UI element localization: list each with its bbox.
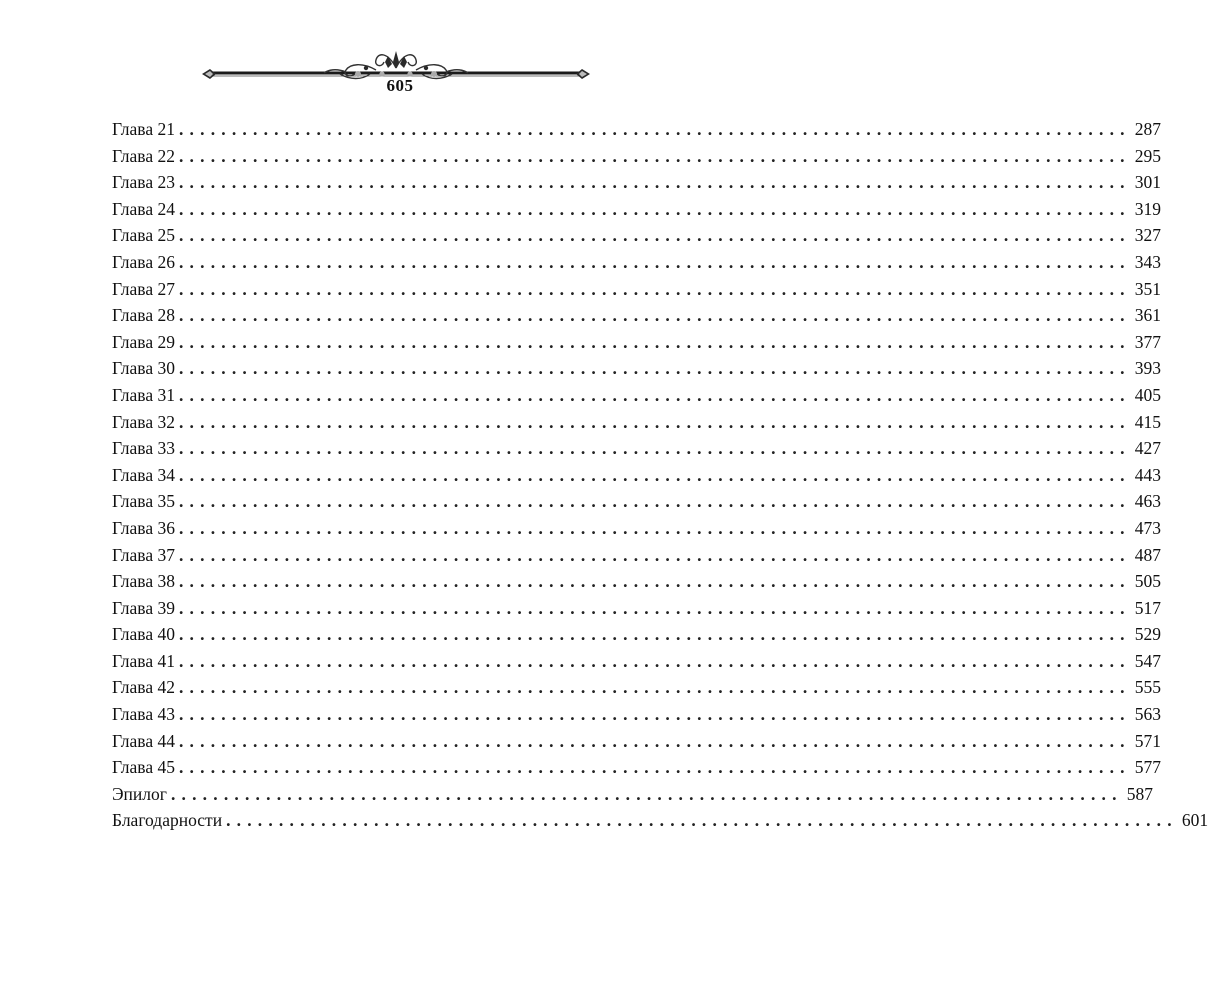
- toc-entry-page: 571: [1134, 730, 1161, 751]
- dot-leader: ..........................................................................................: [178, 172, 1131, 193]
- toc-entry-page: 287: [1134, 119, 1161, 139]
- dot-leader: ..........................................................................................: [178, 411, 1131, 432]
- toc-entry-page: 351: [1134, 278, 1161, 299]
- toc-entry[interactable]: [112, 382, 1161, 409]
- toc-entry-title: Глава 41: [112, 650, 175, 671]
- toc-entry-title: Глава 21: [112, 119, 175, 139]
- toc-entry[interactable]: [112, 116, 1161, 143]
- toc-entry-page: 327: [1134, 225, 1161, 246]
- toc-entry[interactable]: [112, 568, 1161, 595]
- toc-entry-page: 405: [1134, 384, 1161, 405]
- dot-leader: ..........................................................................................: [178, 331, 1131, 352]
- dot-leader: ..........................................................................................: [178, 650, 1131, 671]
- toc-entry-page: 555: [1134, 677, 1161, 698]
- dot-leader: ..........................................................................................: [178, 251, 1131, 272]
- toc-entry-title: Глава 35: [112, 491, 175, 512]
- toc-entry-title: Глава 39: [112, 597, 175, 618]
- dot-leader: ..........................................................................................: [178, 358, 1131, 379]
- toc-entry-title: Глава 34: [112, 464, 175, 485]
- toc-entry[interactable]: [112, 701, 1161, 728]
- dot-leader: ..........................................................................................: [178, 198, 1131, 219]
- toc-entry-title: Глава 24: [112, 198, 175, 219]
- dot-leader: ..........................................................................................: [178, 544, 1131, 565]
- dot-leader: ..........................................................................................: [178, 704, 1131, 725]
- toc-entry-title: Глава 40: [112, 624, 175, 645]
- toc-entry-page: 361: [1134, 305, 1161, 326]
- toc-entry-title: Эпилог: [112, 783, 167, 804]
- dot-leader: ..........................................................................................: [170, 783, 1123, 804]
- dot-leader: ..........................................................................................: [178, 730, 1131, 751]
- dot-leader: ..........................................................................................: [178, 278, 1131, 299]
- toc-entry[interactable]: [112, 276, 1161, 303]
- dot-leader: ..........................................................................................: [178, 305, 1131, 326]
- dot-leader: ..........................................................................................: [178, 464, 1131, 485]
- toc-entry-title: Глава 22: [112, 145, 175, 166]
- dot-leader: ..........................................................................................: [178, 438, 1131, 459]
- dot-leader: ..........................................................................................: [178, 384, 1131, 405]
- toc-entry[interactable]: [112, 621, 1161, 648]
- dot-leader: ..........................................................................................: [178, 517, 1131, 538]
- toc-entry[interactable]: [112, 542, 1161, 569]
- dot-leader: ..........................................................................................: [178, 491, 1131, 512]
- toc-entry[interactable]: [112, 143, 1161, 170]
- toc-entry[interactable]: [112, 754, 1161, 781]
- toc-entry[interactable]: [112, 595, 1161, 622]
- toc-entry[interactable]: [112, 355, 1161, 382]
- toc-entry[interactable]: [112, 249, 1161, 276]
- toc-entry-title: Глава 23: [112, 172, 175, 193]
- dot-leader: ..........................................................................................: [178, 597, 1131, 618]
- page-number: 605: [386, 76, 414, 95]
- toc-entry-page: 343: [1134, 251, 1161, 272]
- toc-entry-page: 529: [1134, 624, 1161, 645]
- toc-entry-title: Глава 44: [112, 730, 175, 751]
- dot-leader: ..........................................................................................: [178, 225, 1131, 246]
- toc-entry-title: Глава 30: [112, 358, 175, 379]
- toc-entry[interactable]: [112, 781, 1153, 808]
- toc-entry-title: Глава 45: [112, 757, 175, 778]
- toc-entry[interactable]: [112, 409, 1161, 436]
- toc-entry[interactable]: [112, 674, 1161, 701]
- toc-entry-title: Глава 32: [112, 411, 175, 432]
- toc-entry-page: 601: [1181, 810, 1208, 831]
- toc-entry-title: Глава 29: [112, 331, 175, 352]
- toc-entry-page: 377: [1134, 331, 1161, 352]
- toc-entry-title: Глава 38: [112, 571, 175, 592]
- dot-leader: ..........................................................................................: [178, 757, 1131, 778]
- toc-entry-page: 577: [1134, 757, 1161, 778]
- toc-entry-page: 517: [1134, 597, 1161, 618]
- toc-entry[interactable]: [112, 329, 1161, 356]
- toc-entry-page: 487: [1134, 544, 1161, 565]
- toc-entry-page: 473: [1134, 517, 1161, 538]
- table-of-contents: [112, 116, 1208, 834]
- toc-entry-title: Глава 27: [112, 278, 175, 299]
- toc-entry[interactable]: [112, 728, 1161, 755]
- toc-entry-page: 563: [1134, 704, 1161, 725]
- dot-leader: ..........................................................................................: [178, 624, 1131, 645]
- toc-entry-page: 415: [1134, 411, 1161, 432]
- toc-entry-title: Глава 31: [112, 384, 175, 405]
- toc-entry-title: Глава 25: [112, 225, 175, 246]
- toc-entry-page: 547: [1134, 650, 1161, 671]
- dot-leader: ..........................................................................................: [178, 119, 1131, 139]
- toc-entry-title: Глава 33: [112, 438, 175, 459]
- toc-entry[interactable]: [112, 169, 1161, 196]
- toc-entry[interactable]: [112, 222, 1161, 249]
- toc-entry[interactable]: [112, 462, 1161, 489]
- toc-entry[interactable]: [112, 302, 1161, 329]
- toc-entry[interactable]: [112, 648, 1161, 675]
- toc-entry-page: 393: [1134, 358, 1161, 379]
- toc-entry[interactable]: [112, 435, 1161, 462]
- dot-leader: ..........................................................................................: [226, 810, 1178, 831]
- toc-entry[interactable]: [112, 196, 1161, 223]
- toc-entry-page: 443: [1134, 464, 1161, 485]
- toc-entry[interactable]: [112, 488, 1161, 515]
- toc-entry-page: 587: [1126, 783, 1153, 804]
- toc-entry-page: 463: [1134, 491, 1161, 512]
- toc-entry-title: Благодарности: [112, 810, 223, 831]
- toc-entry-title: Глава 42: [112, 677, 175, 698]
- toc-entry-page: 295: [1134, 145, 1161, 166]
- dot-leader: ..........................................................................................: [178, 677, 1131, 698]
- toc-entry-title: Глава 26: [112, 251, 175, 272]
- toc-entry-title: Глава 36: [112, 517, 175, 538]
- toc-entry-page: 505: [1134, 571, 1161, 592]
- toc-entry[interactable]: [112, 807, 1208, 834]
- dot-leader: ..........................................................................................: [178, 571, 1131, 592]
- toc-entry-title: Глава 28: [112, 305, 175, 326]
- dot-leader: ..........................................................................................: [178, 145, 1131, 166]
- toc-entry[interactable]: [112, 515, 1161, 542]
- toc-entry-page: 427: [1134, 438, 1161, 459]
- toc-entry-page: 301: [1134, 172, 1161, 193]
- toc-entry-title: Глава 37: [112, 544, 175, 565]
- toc-entry-page: 319: [1134, 198, 1161, 219]
- toc-entry-title: Глава 43: [112, 704, 175, 725]
